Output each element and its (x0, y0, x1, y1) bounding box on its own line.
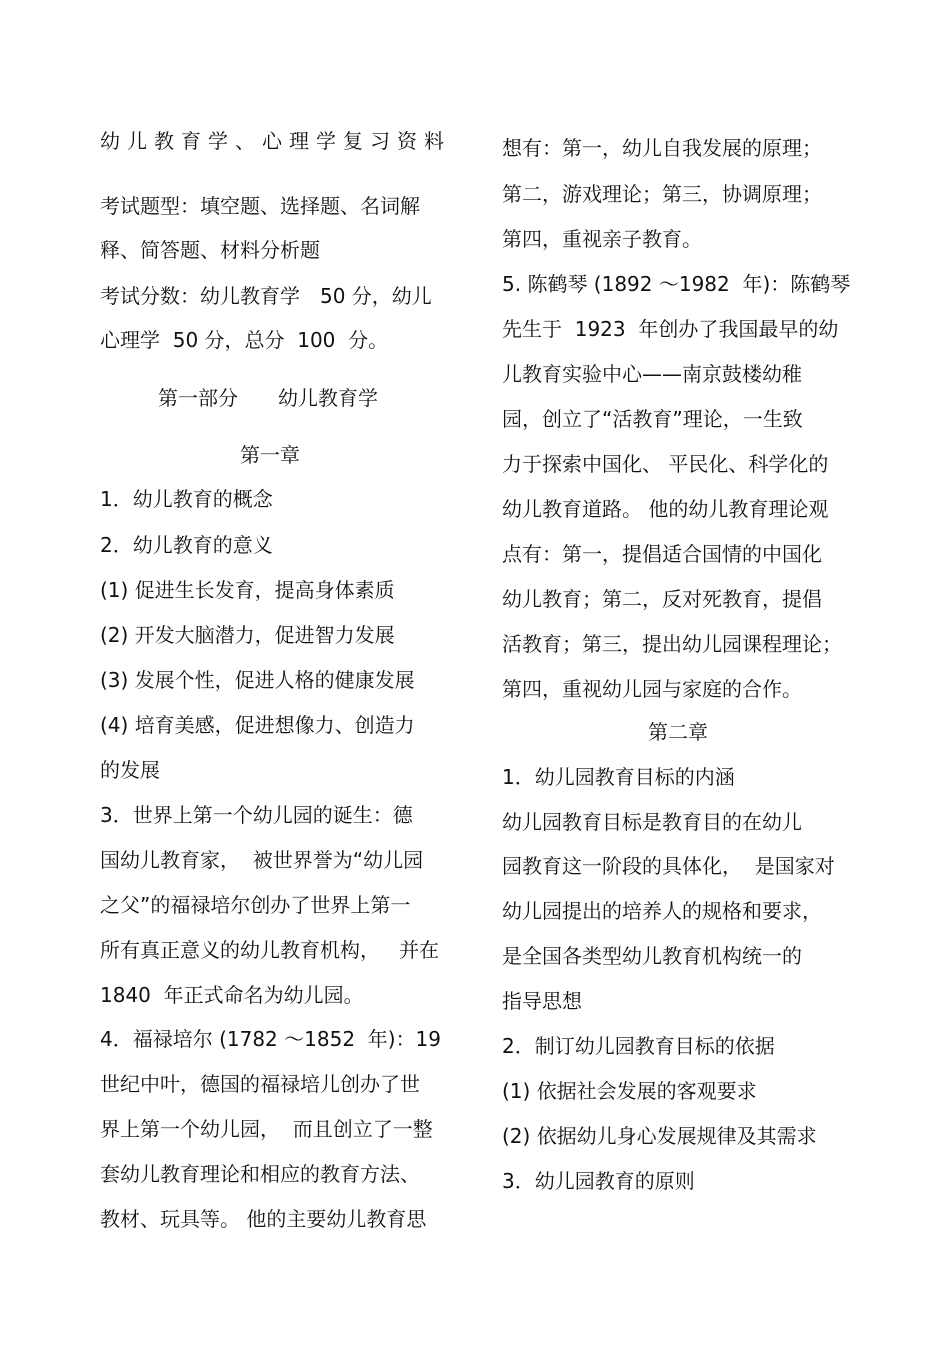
paragraph-line: 世纪中叶，德国的福禄培儿创办了世 (100, 1072, 420, 1096)
paragraph-line: 所有真正意义的幼儿教育机构， 并在 (100, 938, 440, 962)
list-item: 1．幼儿教育的概念 (100, 487, 273, 511)
list-item: 的发展 (100, 758, 160, 782)
paragraph-line: 界上第一个幼儿园， 而且创立了一整 (100, 1117, 433, 1141)
paragraph-line: 是全国各类型幼儿教育机构统一的 (502, 944, 802, 968)
list-item: (4) 培育美感，促进想像力、创造力 (100, 713, 415, 737)
paragraph-line: 幼儿园提出的培养人的规格和要求， (502, 899, 822, 923)
paragraph-line: 幼儿教育；第二，反对死教育，提倡 (502, 587, 822, 611)
paragraph-line: 活教育；第三，提出幼儿园课程理论； (502, 632, 842, 656)
paragraph-line: 之父”的福禄培尔创办了世界上第一 (100, 893, 411, 917)
paragraph-line: 园，创立了“活教育”理论，一生致 (502, 407, 803, 431)
list-item: 2．幼儿教育的意义 (100, 533, 273, 557)
exam-type-line: 释、简答题、材料分析题 (100, 238, 320, 262)
list-item: 2．制订幼儿园教育目标的依据 (502, 1034, 775, 1058)
list-item: (1) 依据社会发展的客观要求 (502, 1079, 757, 1103)
document-title: 幼儿教育学、心理学复习资料 (100, 129, 451, 153)
paragraph-line: 第四，重视亲子教育。 (502, 227, 702, 251)
chapter-heading: 第二章 (648, 720, 708, 744)
paragraph-line: 指导思想 (502, 989, 582, 1013)
paragraph-line: 儿教育实验中心——南京鼓楼幼稚 (502, 362, 802, 386)
exam-score-line: 考试分数：幼儿教育学 50 分，幼儿 (100, 284, 432, 308)
list-item: 1．幼儿园教育目标的内涵 (502, 765, 735, 789)
paragraph-line: 园教育这一阶段的具体化， 是国家对 (502, 854, 835, 878)
paragraph-line: 国幼儿教育家， 被世界誉为“幼儿园 (100, 848, 424, 872)
paragraph-line: 教材、玩具等。 他的主要幼儿教育思 (100, 1207, 427, 1231)
list-item: 3．幼儿园教育的原则 (502, 1169, 695, 1193)
list-item: (3) 发展个性，促进人格的健康发展 (100, 668, 415, 692)
paragraph-line: 1840 年正式命名为幼儿园。 (100, 983, 364, 1007)
paragraph-line: 幼儿园教育目标是教育目的在幼儿 (502, 810, 802, 834)
paragraph-line: 4．福禄培尔 (1782 ～1852 年)：19 (100, 1027, 442, 1051)
paragraph-line: 想有：第一，幼儿自我发展的原理； (502, 136, 822, 160)
paragraph-line: 幼儿教育道路。 他的幼儿教育理论观 (502, 497, 829, 521)
paragraph-line: 3．世界上第一个幼儿园的诞生：德 (100, 803, 413, 827)
part-heading: 第一部分 幼儿教育学 (158, 386, 378, 410)
list-item: (1) 促进生长发育，提高身体素质 (100, 578, 395, 602)
paragraph-line: 力于探索中国化、 平民化、科学化的 (502, 452, 829, 476)
exam-score-line: 心理学 50 分，总分 100 分。 (100, 328, 389, 352)
paragraph-line: 第二，游戏理论；第三，协调原理； (502, 182, 822, 206)
list-item: (2) 开发大脑潜力，促进智力发展 (100, 623, 395, 647)
paragraph-line: 先生于 1923 年创办了我国最早的幼 (502, 317, 839, 341)
paragraph-line: 套幼儿教育理论和相应的教育方法、 (100, 1162, 420, 1186)
list-item: (2) 依据幼儿身心发展规律及其需求 (502, 1124, 817, 1148)
paragraph-line: 5. 陈鹤琴 (1892 ～1982 年)：陈鹤琴 (502, 272, 851, 296)
exam-type-line: 考试题型：填空题、选择题、名词解 (100, 194, 420, 218)
paragraph-line: 点有：第一，提倡适合国情的中国化 (502, 542, 822, 566)
paragraph-line: 第四，重视幼儿园与家庭的合作。 (502, 677, 802, 701)
chapter-heading: 第一章 (240, 443, 300, 467)
